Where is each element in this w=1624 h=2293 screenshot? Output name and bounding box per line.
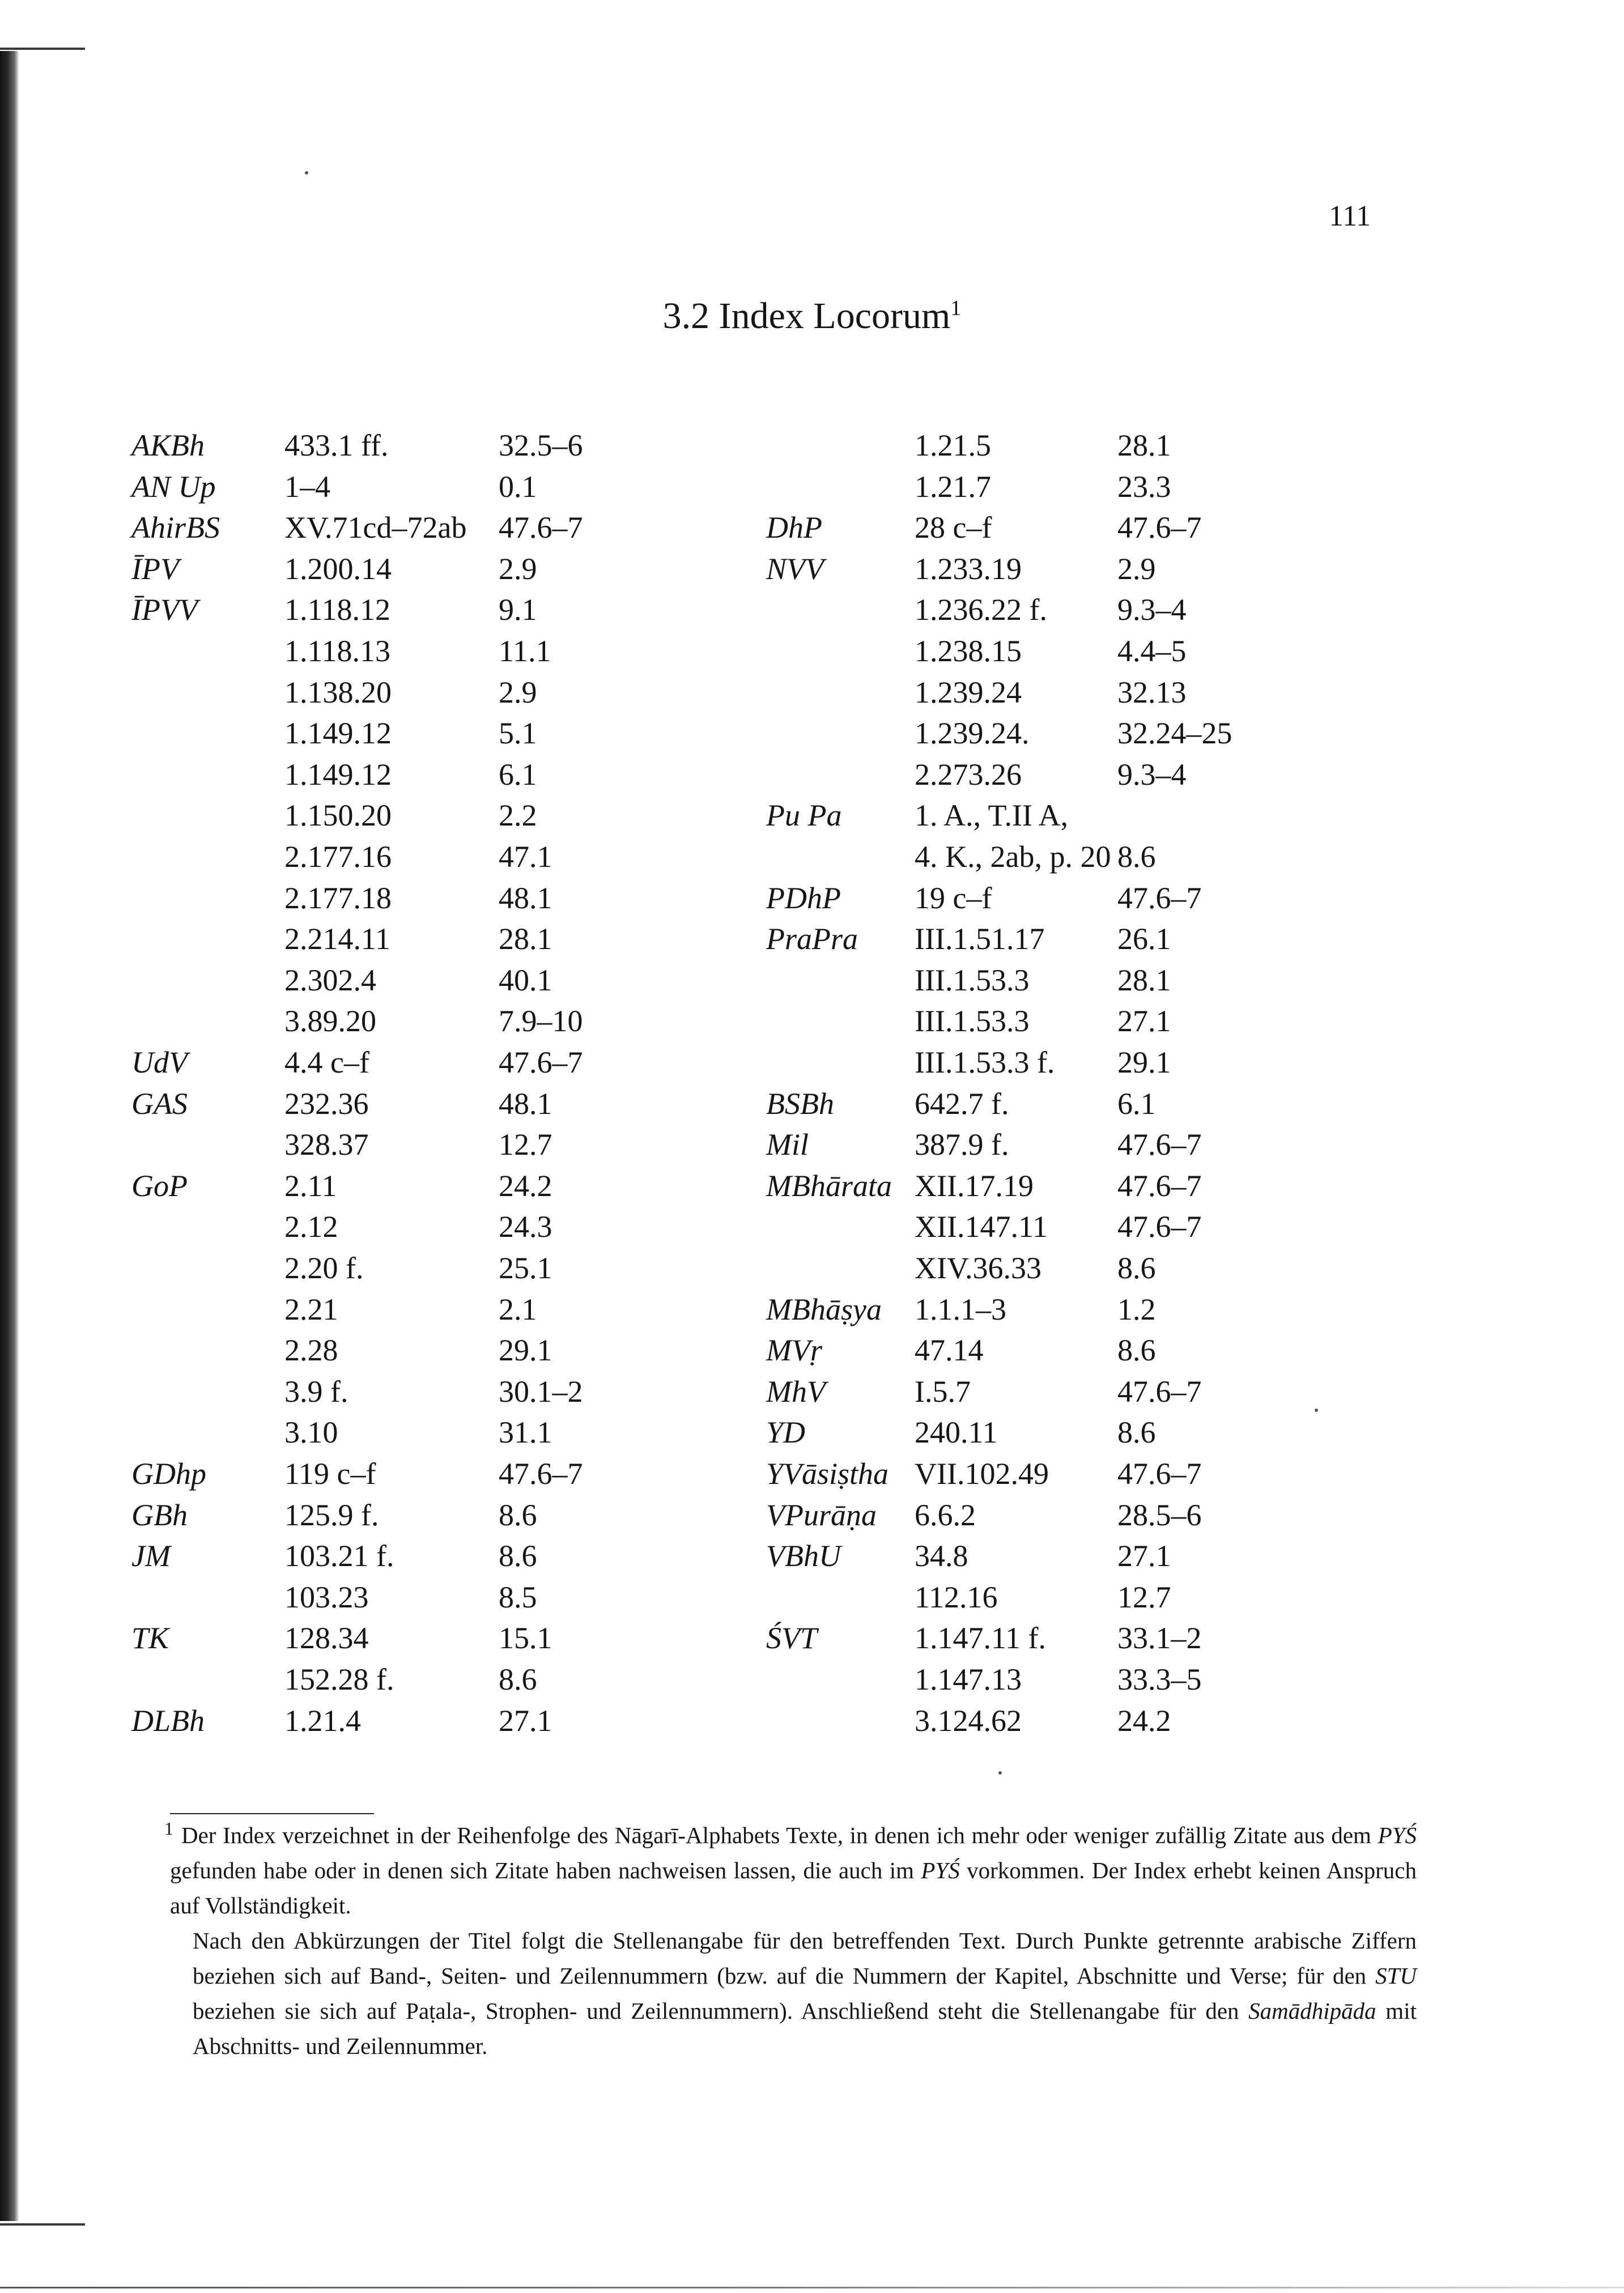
text-abbreviation: Pu Pa [766,798,842,833]
text-reference: 103.21 f. [284,1539,394,1573]
index-entry [131,836,755,877]
text-abbreviation: AKBh [131,428,205,462]
index-entry [131,878,755,918]
footnote-text: vorkommen. Der Index erhebt keinen Anspruch auf Vollständigkeit. [170,1857,1417,1918]
text-reference: VII.102.49 [915,1457,1049,1491]
text-reference: 2.21 [284,1292,338,1326]
footnote-text: gefunden habe oder in denen sich Zitate haben nachweisen lassen, die auch im [170,1857,921,1883]
text-reference: 6.6.2 [915,1498,976,1532]
text-reference: 47.14 [915,1333,984,1368]
text-abbreviation: DhP [766,510,822,545]
text-abbreviation: YD [766,1415,806,1450]
index-entry [766,1001,1389,1041]
text-reference: 387.9 f. [915,1128,1009,1162]
index-entry [766,672,1389,713]
index-entry [131,425,755,466]
index-entry [766,878,1389,918]
index-entry [131,1289,755,1330]
footnote-title: Samādhipāda [1248,1998,1376,2024]
samadhipada-reference: 8.6 [499,1662,537,1696]
index-entry [766,425,1389,466]
index-entry [131,1042,755,1083]
index-entry [131,1001,755,1041]
text-reference: 240.11 [915,1415,998,1450]
text-reference: 3.9 f. [284,1374,348,1409]
samadhipada-reference: 47.6–7 [1117,880,1202,915]
text-reference: 2.177.16 [284,840,392,874]
samadhipada-reference: 8.6 [499,1539,537,1573]
index-entry [766,1577,1389,1618]
index-entry [131,1535,755,1576]
text-reference: 1.150.20 [284,798,392,833]
samadhipada-reference: 9.1 [499,593,537,627]
index-entry [131,1330,755,1371]
samadhipada-reference: 12.7 [499,1128,552,1162]
index-entry [131,1248,755,1288]
samadhipada-reference: 47.6–7 [1117,1210,1202,1244]
text-reference: 1.147.11 f. [915,1621,1046,1656]
samadhipada-reference: 29.1 [499,1333,552,1368]
text-reference: 2.20 f. [284,1251,364,1285]
index-entry [131,1700,755,1741]
samadhipada-reference: 32.24–25 [1117,716,1232,751]
text-abbreviation: ĪPV [131,551,179,586]
text-reference: 1.200.14 [284,551,392,586]
index-entry [766,589,1389,630]
text-abbreviation: VPurāṇa [766,1498,877,1532]
index-entry [766,1124,1389,1165]
samadhipada-reference: 47.1 [499,840,552,874]
text-abbreviation: NVV [766,551,824,586]
text-reference: 1.21.7 [915,469,991,504]
index-entry [131,548,755,589]
text-reference: 1.236.22 f. [915,593,1047,627]
text-reference: XII.17.19 [915,1168,1034,1203]
samadhipada-reference: 30.1–2 [499,1374,583,1409]
text-abbreviation: TK [131,1621,169,1656]
index-entry [131,1495,755,1535]
samadhipada-reference: 47.6–7 [1117,1168,1202,1203]
text-abbreviation: VBhU [766,1539,841,1573]
samadhipada-reference: 6.1 [1117,1086,1156,1121]
index-entry [131,507,755,548]
text-reference: XII.147.11 [915,1210,1048,1244]
text-abbreviation: GBh [131,1498,188,1532]
text-abbreviation: BSBh [766,1086,834,1121]
footnote-title: PYŚ [921,1857,960,1883]
samadhipada-reference: 27.1 [1117,1004,1171,1039]
text-reference: 4.4 c–f [284,1045,369,1079]
footnote-paragraph-2 [170,1923,1417,2064]
text-abbreviation: Mil [766,1128,809,1162]
samadhipada-reference: 32.5–6 [499,428,583,462]
samadhipada-reference: 26.1 [1117,922,1171,956]
index-entry [131,1083,755,1124]
text-abbreviation: GoP [131,1168,188,1203]
text-reference: 1.138.20 [284,675,392,709]
text-abbreviation: MhV [766,1374,826,1409]
text-reference: III.1.53.3 [915,1004,1030,1039]
index-entry [766,1700,1389,1741]
text-abbreviation: JM [131,1539,171,1573]
index-entry [131,1577,755,1618]
samadhipada-reference: 0.1 [499,469,537,504]
text-abbreviation: AhirBS [131,510,220,545]
samadhipada-reference: 32.13 [1117,675,1187,709]
samadhipada-reference: 2.2 [499,798,537,833]
text-reference: 1.21.4 [284,1703,361,1738]
text-abbreviation: ŚVT [766,1621,818,1656]
samadhipada-reference: 24.2 [1117,1703,1171,1738]
samadhipada-reference: 2.1 [499,1292,537,1326]
index-entry [766,1248,1389,1288]
footnote-title: PYŚ [1378,1822,1417,1848]
text-abbreviation: PDhP [766,880,841,915]
samadhipada-reference: 8.6 [1117,1333,1156,1368]
text-reference: 433.1 ff. [284,428,389,462]
samadhipada-reference: 8.6 [1117,840,1156,874]
index-entry [766,918,1389,959]
page-number: 111 [1329,200,1371,232]
index-entry [766,1535,1389,1576]
samadhipada-reference: 40.1 [499,963,552,997]
samadhipada-reference: 8.6 [1117,1251,1156,1285]
text-reference: 642.7 f. [915,1086,1009,1121]
footnote-separator [170,1813,374,1814]
index-entry [131,1371,755,1412]
index-entry [766,960,1389,1001]
text-reference: 1.233.19 [915,551,1022,586]
samadhipada-reference: 25.1 [499,1251,552,1285]
samadhipada-reference: 47.6–7 [1117,1128,1202,1162]
index-entry [131,918,755,959]
samadhipada-reference: 28.1 [1117,963,1171,997]
index-entry [131,466,755,507]
index-entry [131,754,755,795]
text-reference: 103.23 [284,1580,369,1614]
samadhipada-reference: 47.6–7 [1117,510,1202,545]
index-entry [766,836,1389,877]
samadhipada-reference: 28.1 [1117,428,1171,462]
scan-speck [305,171,308,175]
samadhipada-reference: 2.9 [499,551,537,586]
text-reference: 1–4 [284,469,330,504]
text-reference: 1.239.24 [915,675,1022,709]
samadhipada-reference: 29.1 [1117,1045,1171,1079]
text-reference: 1.21.5 [915,428,991,462]
samadhipada-reference: 8.6 [1117,1415,1156,1450]
text-reference: 1.238.15 [915,634,1022,668]
text-reference: 1.147.13 [915,1662,1022,1696]
text-reference: 34.8 [915,1539,968,1573]
index-entry [766,466,1389,507]
text-reference: 3.89.20 [284,1004,376,1039]
text-reference: 152.28 f. [284,1662,394,1696]
index-entry [766,1495,1389,1535]
samadhipada-reference: 8.5 [499,1580,537,1614]
index-entry [131,1453,755,1494]
index-entry [766,1371,1389,1412]
text-reference: 128.34 [284,1621,369,1656]
index-entry [766,1330,1389,1371]
index-entry [131,1659,755,1700]
text-abbreviation: AN Up [131,469,216,504]
samadhipada-reference: 47.6–7 [499,1457,583,1491]
index-entry [766,754,1389,795]
samadhipada-reference: 4.4–5 [1117,634,1187,668]
text-abbreviation: GAS [131,1086,188,1121]
samadhipada-reference: 9.3–4 [1117,757,1187,792]
index-entry [766,713,1389,754]
samadhipada-reference: 15.1 [499,1621,552,1656]
text-reference: 2.177.18 [284,880,392,915]
text-reference: 4. K., 2ab, p. 20 [915,840,1111,874]
text-reference: 1. A., T.II A, [915,798,1069,833]
text-reference: 2.214.11 [284,922,390,956]
samadhipada-reference: 33.3–5 [1117,1662,1202,1696]
footnote-text: beziehen sie sich auf Paṭala-, Strophen- und Zeilennummern). Anschließend steht die Stellenangabe für den [193,1998,1249,2024]
samadhipada-reference: 47.6–7 [1117,1374,1202,1409]
footnote [164,1818,1417,2064]
samadhipada-reference: 11.1 [499,634,551,668]
index-entry [131,589,755,630]
samadhipada-reference: 8.6 [499,1498,537,1532]
binding-edge-top [0,48,85,50]
samadhipada-reference: 47.6–7 [1117,1457,1202,1491]
samadhipada-reference: 6.1 [499,757,537,792]
index-entry [766,1289,1389,1330]
samadhipada-reference: 27.1 [1117,1539,1171,1573]
text-reference: III.1.53.3 [915,963,1030,997]
samadhipada-reference: 48.1 [499,1086,552,1121]
index-entry [131,1412,755,1453]
text-reference: 2.302.4 [284,963,376,997]
samadhipada-reference: 27.1 [499,1703,552,1738]
samadhipada-reference: 1.2 [1117,1292,1156,1326]
scan-bottom-edge [0,2287,1624,2288]
index-entry [766,1206,1389,1247]
text-abbreviation: ĪPVV [131,593,198,627]
section-heading-text: 3.2 Index Locorum [662,295,951,337]
index-entry [766,1083,1389,1124]
index-entry [131,672,755,713]
index-entry [766,795,1389,836]
text-reference: 119 c–f [284,1457,376,1491]
book-binding-shadow [0,51,19,2221]
text-reference: 232.36 [284,1086,369,1121]
samadhipada-reference: 47.6–7 [499,510,583,545]
text-abbreviation: MBhāṣya [766,1292,882,1326]
samadhipada-reference: 28.1 [499,922,552,956]
index-entry [766,1042,1389,1083]
text-abbreviation: MBhārata [766,1168,892,1203]
scan-speck [998,1771,1002,1775]
text-abbreviation: MVṛ [766,1333,822,1368]
text-reference: 3.10 [284,1415,338,1450]
footnote-text: mit Abschnitts- und Zeilennummer. [193,1998,1417,2059]
samadhipada-reference: 31.1 [499,1415,552,1450]
index-entry [766,1412,1389,1453]
text-abbreviation: YVāsiṣtha [766,1457,889,1491]
samadhipada-reference: 24.3 [499,1210,552,1244]
index-entry [766,1165,1389,1206]
index-entry [131,1165,755,1206]
index-entry [131,1124,755,1165]
samadhipada-reference: 24.2 [499,1168,552,1203]
samadhipada-reference: 5.1 [499,716,537,751]
samadhipada-reference: 2.9 [1117,551,1156,586]
text-reference: I.5.7 [915,1374,971,1409]
text-reference: 2.28 [284,1333,338,1368]
index-entry [766,631,1389,671]
footnote-text: Nach den Abkürzungen der Titel folgt die Stellenangabe für den betreffenden Text. Durch Punkte getrennte arabische Ziffern beziehen sich auf Band-, Seiten- und Zeilennummern (bzw. auf die Nummern der Kapitel, Abschnitte und Verse; für den [193,1928,1417,1989]
text-abbreviation: DLBh [131,1703,205,1738]
footnote-reference: 1 [950,296,962,320]
text-abbreviation: PraPra [766,922,858,956]
samadhipada-reference: 2.9 [499,675,537,709]
samadhipada-reference: 28.5–6 [1117,1498,1202,1532]
samadhipada-reference: 33.1–2 [1117,1621,1202,1656]
samadhipada-reference: 12.7 [1117,1580,1171,1614]
index-entry [131,960,755,1001]
text-reference: XV.71cd–72ab [284,510,467,545]
text-reference: 112.16 [915,1580,998,1614]
samadhipada-reference: 23.3 [1117,469,1171,504]
samadhipada-reference: 9.3–4 [1117,593,1187,627]
text-reference: 28 c–f [915,510,992,545]
samadhipada-reference: 7.9–10 [499,1004,583,1039]
footnote-paragraph-1: 1 Der Index verzeichnet in der Reihenfolge des Nāgarī-Alphabets Texte, in denen ich mehr oder weniger zufällig Zitate aus dem PYŚ gefunden habe oder in denen sich Zitate haben nachweisen lassen, die auch im PYŚ vorkommen. Der Index erhebt keinen Anspruch auf Vollständigkeit. [164,1818,1417,1918]
text-reference: XIV.36.33 [915,1251,1042,1285]
text-reference: 2.12 [284,1210,338,1244]
text-reference: 1.149.12 [284,757,392,792]
index-entry [766,1453,1389,1494]
index-entry [131,1206,755,1247]
footnote-title: STU [1375,1963,1417,1989]
samadhipada-reference: 48.1 [499,880,552,915]
index-entry [766,507,1389,548]
text-reference: 1.149.12 [284,716,392,751]
samadhipada-reference: 47.6–7 [499,1045,583,1079]
text-reference: III.1.53.3 f. [915,1045,1055,1079]
index-entry [766,1659,1389,1700]
text-reference: 1.1.1–3 [915,1292,1006,1326]
text-abbreviation: GDhp [131,1457,206,1491]
index-entry [131,631,755,671]
binding-edge-bottom [0,2223,85,2226]
index-entry [766,548,1389,589]
index-entry [131,1618,755,1658]
text-reference: III.1.51.17 [915,922,1045,956]
text-reference: 1.239.24. [915,716,1030,751]
text-reference: 328.37 [284,1128,369,1162]
text-reference: 2.273.26 [915,757,1022,792]
text-reference: 1.118.13 [284,634,390,668]
text-abbreviation: UdV [131,1045,188,1079]
text-reference: 125.9 f. [284,1498,379,1532]
index-entry [131,795,755,836]
text-reference: 19 c–f [915,880,992,915]
text-reference: 3.124.62 [915,1703,1022,1738]
footnote-text: Der Index verzeichnet in der Reihenfolge des Nāgarī-Alphabets Texte, in denen ich mehr oder weniger zufällig Zitate aus dem [181,1822,1378,1848]
index-entry [131,713,755,754]
text-reference: 1.118.12 [284,593,390,627]
text-reference: 2.11 [284,1168,337,1203]
index-entry [766,1618,1389,1658]
section-heading [0,295,1624,338]
